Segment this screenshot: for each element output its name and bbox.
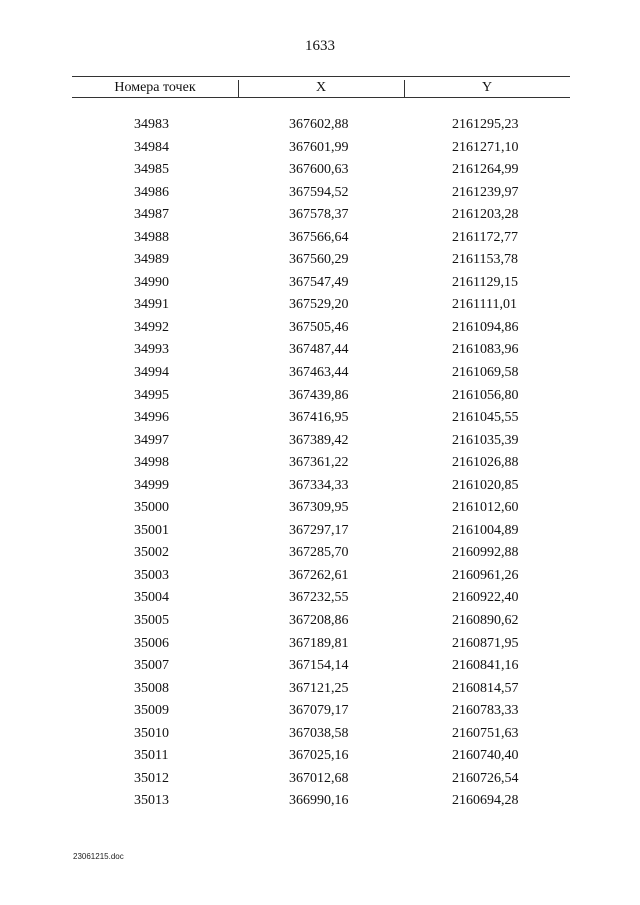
point-number-cell: 35010 — [134, 725, 169, 741]
y-coordinate-cell: 2161271,10 — [452, 139, 519, 155]
table-row — [0, 317, 640, 340]
point-number-cell: 34983 — [134, 117, 169, 132]
point-number-cell: 34995 — [134, 387, 169, 403]
point-number-cell: 34985 — [134, 162, 169, 178]
y-coordinate-cell: 2161111,01 — [452, 297, 517, 313]
point-number-cell: 35001 — [134, 522, 169, 538]
point-number-cell: 34993 — [134, 342, 169, 358]
x-coordinate-cell: 367389,42 — [289, 432, 349, 448]
x-coordinate-cell: 367560,29 — [289, 252, 349, 268]
y-coordinate-cell: 2161004,89 — [452, 522, 519, 538]
table-row — [0, 137, 640, 160]
y-coordinate-cell: 2161069,58 — [452, 365, 519, 381]
table-row — [0, 745, 640, 768]
y-coordinate-cell: 2161020,85 — [452, 477, 519, 493]
table-row — [0, 655, 640, 678]
table-row — [0, 407, 640, 430]
y-coordinate-cell: 2161203,28 — [452, 207, 519, 223]
table-row — [0, 768, 640, 791]
table-row — [0, 249, 640, 272]
x-coordinate-cell: 367079,17 — [289, 703, 349, 719]
y-coordinate-cell: 2160726,54 — [452, 770, 519, 786]
y-coordinate-cell: 2161045,55 — [452, 410, 519, 426]
y-coordinate-cell: 2160783,33 — [452, 703, 519, 719]
table-row — [0, 565, 640, 588]
point-number-cell: 35012 — [134, 770, 169, 786]
point-number-cell: 35004 — [134, 590, 169, 606]
column-header-point-number: Номера точек — [114, 80, 196, 95]
x-coordinate-cell: 367121,25 — [289, 680, 349, 696]
y-coordinate-cell: 2161094,86 — [452, 319, 519, 335]
table-row — [0, 294, 640, 317]
x-coordinate-cell: 367578,37 — [289, 207, 349, 223]
point-number-cell: 35003 — [134, 567, 169, 583]
point-number-cell: 35007 — [134, 658, 169, 674]
y-coordinate-cell: 2161172,77 — [452, 229, 518, 245]
y-coordinate-cell: 2160890,62 — [452, 613, 519, 629]
point-number-cell: 35000 — [134, 500, 169, 516]
x-coordinate-cell: 367208,86 — [289, 613, 349, 629]
y-coordinate-cell: 2160814,57 — [452, 680, 519, 696]
y-coordinate-cell: 2161012,60 — [452, 500, 519, 516]
column-header-y: Y — [481, 80, 493, 95]
y-coordinate-cell: 2160992,88 — [452, 545, 519, 561]
table-row — [0, 587, 640, 610]
table-row — [0, 362, 640, 385]
x-coordinate-cell: 367334,33 — [289, 477, 349, 493]
document-filename-footer: 23061215.doc — [73, 852, 124, 861]
y-coordinate-cell: 2161129,15 — [452, 274, 518, 290]
x-coordinate-cell: 367012,68 — [289, 770, 349, 786]
table-row — [0, 430, 640, 453]
x-coordinate-cell: 367600,63 — [289, 162, 349, 178]
y-coordinate-cell: 2161264,99 — [452, 162, 519, 178]
x-coordinate-cell: 367439,86 — [289, 387, 349, 403]
table-row — [0, 385, 640, 408]
point-number-cell: 34989 — [134, 252, 169, 268]
point-number-cell: 34994 — [134, 365, 169, 381]
point-number-cell: 35006 — [134, 635, 169, 651]
table-row — [0, 452, 640, 475]
x-coordinate-cell: 367285,70 — [289, 545, 349, 561]
table-row — [0, 272, 640, 295]
y-coordinate-cell: 2160961,26 — [452, 567, 519, 583]
point-number-cell: 34996 — [134, 410, 169, 426]
x-coordinate-cell: 367025,16 — [289, 748, 349, 764]
x-coordinate-cell: 367566,64 — [289, 229, 349, 245]
table-row — [0, 475, 640, 498]
y-coordinate-cell: 2161295,23 — [452, 117, 519, 132]
y-coordinate-cell: 2161026,88 — [452, 455, 519, 471]
table-row — [0, 159, 640, 182]
table-row — [0, 700, 640, 723]
x-coordinate-cell: 367262,61 — [289, 567, 349, 583]
table-row — [0, 790, 640, 813]
page-number: 1633 — [305, 38, 335, 54]
x-coordinate-cell: 367309,95 — [289, 500, 349, 516]
y-coordinate-cell: 2161153,78 — [452, 252, 518, 268]
y-coordinate-cell: 2161239,97 — [452, 184, 519, 200]
x-coordinate-cell: 367463,44 — [289, 365, 349, 381]
y-coordinate-cell: 2160694,28 — [452, 793, 519, 809]
point-number-cell: 35011 — [134, 748, 169, 764]
x-coordinate-cell: 367154,14 — [289, 658, 349, 674]
x-coordinate-cell: 367547,49 — [289, 274, 349, 290]
point-number-cell: 35005 — [134, 613, 169, 629]
y-coordinate-cell: 2160922,40 — [452, 590, 519, 606]
table-row — [0, 114, 640, 137]
point-number-cell: 34987 — [134, 207, 169, 223]
x-coordinate-cell: 367189,81 — [289, 635, 349, 651]
y-coordinate-cell: 2160740,40 — [452, 748, 519, 764]
point-number-cell: 34998 — [134, 455, 169, 471]
x-coordinate-cell: 367416,95 — [289, 410, 349, 426]
y-coordinate-cell: 2160871,95 — [452, 635, 519, 651]
x-coordinate-cell: 367529,20 — [289, 297, 349, 313]
x-coordinate-cell: 367038,58 — [289, 725, 349, 741]
point-number-cell: 34988 — [134, 229, 169, 245]
table-header-bottom-rule — [72, 97, 570, 98]
coordinates-table-body — [0, 114, 640, 813]
table-row — [0, 678, 640, 701]
y-coordinate-cell: 2160751,63 — [452, 725, 519, 741]
point-number-cell: 34990 — [134, 274, 169, 290]
x-coordinate-cell: 367505,46 — [289, 319, 349, 335]
table-row — [0, 520, 640, 543]
y-coordinate-cell: 2160841,16 — [452, 658, 519, 674]
x-coordinate-cell: 367602,88 — [289, 117, 349, 132]
y-coordinate-cell: 2161035,39 — [452, 432, 519, 448]
point-number-cell: 34986 — [134, 184, 169, 200]
point-number-cell: 34984 — [134, 139, 169, 155]
table-row — [0, 610, 640, 633]
table-row — [0, 723, 640, 746]
table-row — [0, 633, 640, 656]
x-coordinate-cell: 367361,22 — [289, 455, 349, 471]
x-coordinate-cell: 367601,99 — [289, 139, 349, 155]
point-number-cell: 34997 — [134, 432, 169, 448]
table-row — [0, 204, 640, 227]
point-number-cell: 34999 — [134, 477, 169, 493]
x-coordinate-cell: 367232,55 — [289, 590, 349, 606]
x-coordinate-cell: 367297,17 — [289, 522, 349, 538]
y-coordinate-cell: 2161056,80 — [452, 387, 519, 403]
x-coordinate-cell: 366990,16 — [289, 793, 349, 809]
point-number-cell: 35013 — [134, 793, 169, 809]
table-row — [0, 542, 640, 565]
x-coordinate-cell: 367487,44 — [289, 342, 349, 358]
y-coordinate-cell: 2161083,96 — [452, 342, 519, 358]
table-header-top-rule — [72, 76, 570, 77]
x-coordinate-cell: 367594,52 — [289, 184, 349, 200]
table-row — [0, 497, 640, 520]
point-number-cell: 35002 — [134, 545, 169, 561]
point-number-cell: 35009 — [134, 703, 169, 719]
point-number-cell: 34991 — [134, 297, 169, 313]
column-header-x: X — [315, 80, 327, 95]
table-row — [0, 182, 640, 205]
point-number-cell: 34992 — [134, 319, 169, 335]
point-number-cell: 35008 — [134, 680, 169, 696]
table-row — [0, 339, 640, 362]
table-row — [0, 227, 640, 250]
